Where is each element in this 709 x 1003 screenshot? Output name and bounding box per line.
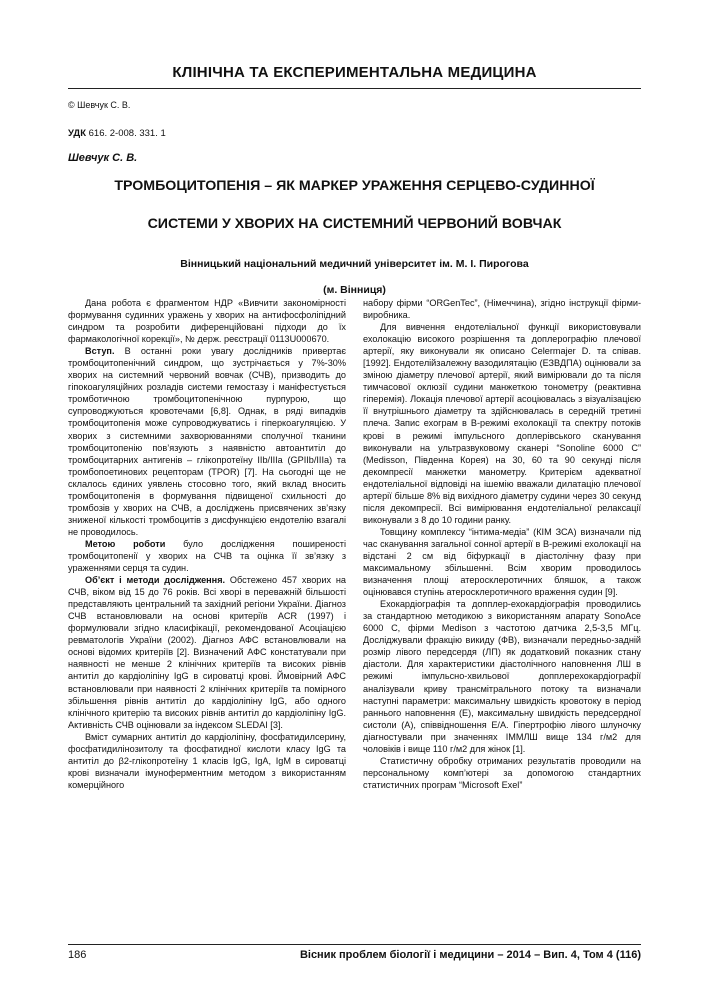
page-number: 186: [68, 949, 87, 961]
title-line-1: ТРОМБОЦИТОПЕНІЯ – ЯК МАРКЕР УРАЖЕННЯ СЕРЦЕВО-СУДИННОЇ: [114, 178, 595, 194]
right-column: [363, 297, 641, 939]
journal-citation: Вісник проблем біології і медицини – 2014 – Вип. 4, Том 4 (116): [299, 949, 641, 961]
paragraph: Для вивчення ендотеліальної функції використовували ехолокацію високого розрішення та доплерографію плечової артерії, яку виконували як описано Celermajer D. та співав. [1992]. Ендотелійзалежну вазодилятацію (ЕЗВДПА) оцінювали за зміною діаметру плечової артерії, який вимірювали до та після тимчасової оклюзії судини манжеткою тонометру (реактивна гіперемія). Локація плечової артерії асоціювалась з візуалізацією її внутрішнього діаметру та здійснювалась в середній третині плеча. Запис ехограм в В-режимі ехолокації та спектру потоків крові в режимі імпульсного доплерівського сканування виконували на ультразвуковому сканері “Sonoline 6000 C” (Medisson, Південна Корея) на 30, 60 та 90 секунді після декомпресії манжетки манометру. Критерієм адекватної ендотеліальної відповіді на ішемію вважали дилатацію плечової артерії більше 8% від вихідного діаметру судини через 30 секунд після декомпресії. Всі вимірювання ендотеліальної релаксації виконували з 8 до 10 години ранку.: [363, 322, 641, 525]
paragraph: Товщину комплексу “інтима-медіа” (КІМ ЗСА) визначали під час сканування загальної сонної артерії в В-режимі ехолокації на відстані 2 см від біфуркації в діастолічну фазу при максимальному збільшенні. Всім хворим проводилось визначення площі атеросклеротичних бляшок, а також оцінювався ступінь атеросклеротичного враження судин [9].: [363, 526, 641, 598]
paragraph: Дана робота є фрагментом НДР «Вивчити закономірності формування судинних уражень у хворих на антифосфоліпідний синдром та розробити диференційовані підходи до їх фармакологічної корекції», № держ. реєстрації 0113U000670.: [68, 298, 346, 345]
footer-divider: [68, 944, 641, 945]
paragraph-lead: Метою роботи: [85, 538, 166, 549]
copyright-note: © Шевчук С. В.: [68, 100, 131, 110]
author-name: Шевчук С. В.: [68, 152, 138, 164]
section-header: КЛІНІЧНА ТА ЕКСПЕРИМЕНТАЛЬНА МЕДИЦИНА: [172, 64, 537, 81]
paragraph-lead: Вступ.: [85, 346, 115, 357]
paragraph-lead: Об’єкт і методи дослідження.: [85, 575, 226, 586]
article-title: [68, 178, 641, 232]
paragraph: Ехокардіографія та допплер-ехокардіографія проводились за стандартною методикою з використанням апарату SonoAce 6000 C, фірми Medison з частотою датчика 2,5-3,5 МГц. Досліджували фракцію викиду (ФВ), визначали передньо-задній розмір лівого передсердя (ЛП) як додатковий показник стану діастоли. Для характеристики діастолічного наповнення ЛШ в режимі імпульсно-хвильової допплерехокардіографії аналізували криву трансмітрального потоку та визначали наступні параметри: максимальну швидкість кровотоку в період раннього наповнення (Е), максимальну швидкість передсердної систоли (А), співвідношення Е/А. Гіпертрофію лівого шлуночку діагностували при значеннях ІММЛШ вище 134 г/м2 для чоловіків і вище 110 г/м2 для жінок [1].: [363, 599, 641, 754]
paragraph-text: Обстежено 457 хворих на СЧВ, віком від 15 до 76 років. Всі хворі в переважній більшості представляють центральний та західний регіони України. Діагноз СЧВ встановлювали на основі критеріїв ACR (1997) і формулювали згідно класифікації, рекомендованої Асоціацією ревматологів України (2002). Діагноз АФС встановлювали на основі відомих критеріїв [2]. Визначений АФС констатували при наявності не менше 2 клінічних критеріїв та високих рівнів антитіл до кардіоліпіну IgG в сироватці крові. Ймовірний АФС встановлювали при наявності 2 клінічних критеріїв та помірного збільшення рівнів антитіл до кардіоліпіну IgG, або одного клінічного критерію та високих рівнів антитіл до кардіоліпіну IgG. Активність СЧВ оцінювали за індексом SLEDAI [3].: [68, 575, 346, 730]
left-column: [68, 297, 346, 939]
udc-value: 616. 2-008. 331. 1: [86, 128, 166, 139]
paragraph: [68, 345, 346, 538]
paragraph: [68, 574, 346, 731]
udc-line: [68, 128, 166, 139]
title-line-2: СИСТЕМИ У ХВОРИХ НА СИСТЕМНИЙ ЧЕРВОНИЙ ВОВЧАК: [147, 216, 562, 232]
paragraph-text: було дослідження поширеності тромбоцитопенії у хворих на СЧВ та оцінка її зв’язку з ураженнями серця та судин.: [68, 538, 346, 574]
header-divider: [68, 88, 641, 89]
paragraph: Вміст сумарних антитіл до кардіоліпіну, фосфатидилсерину, фосфатидилінозитолу та фосфатидної кислоти класу IgG та антитіл до β2-глікопротеїну 1 класів IgG, IgA, IgM в сироватці крові визначали імуноферментним методом з використанням комерційного: [68, 731, 346, 790]
city: (м. Вінниця): [323, 284, 386, 296]
institution: Вінницький національний медичний університет ім. М. І. Пирогова: [180, 258, 529, 270]
article-body: [68, 297, 641, 939]
paragraph: набору фірми “ORGenTec”, (Німеччина), згідно інструкції фірми-виробника.: [363, 298, 641, 321]
udc-label: УДК: [68, 128, 86, 139]
paragraph-text: В останні роки увагу дослідників привертає тромбоцитопенічний синдром, що зустрічається у 7%-30% хворих на системний червоний вовчак (СЧВ), призводить до гіпокоагуляційних розладів системи гемостазу і маніфестується тромботичною тромбоцитопенічною пурпурою, що супроводжуються кровотечами [6,8]. Однак, в ряді випадків тромбоцитопенія може супроводжуватись і гіперкоагуляцією. У хворих з системними захворюваннями сполучної тканини тромбоцитопенію пов’язують з наявністю автоантитіл до тромбоцитарних антигенів – глікопротеїну IIb/IIIa (GPIIb/IIIa) та тромбопоетинових рецепторам (TPOR) [7]. На сьогодні ще не склалось єдиних уявлень стосовно того, який вклад вносить тромбоцитопенія в формування підвищеної схильності до тромбозів у хворих на СЧВ, а досліджень присвячених зв’язку зниженої кількості тромбоцитів з дисфункцією ендотелію взагалі не проводилось.: [68, 346, 346, 537]
paragraph: Статистичну обробку отриманих результатів проводили на персональному комп’ютері за допомогою стандартних статистичних програм “Microsoft Exel”: [363, 755, 641, 790]
paragraph: [68, 538, 346, 574]
